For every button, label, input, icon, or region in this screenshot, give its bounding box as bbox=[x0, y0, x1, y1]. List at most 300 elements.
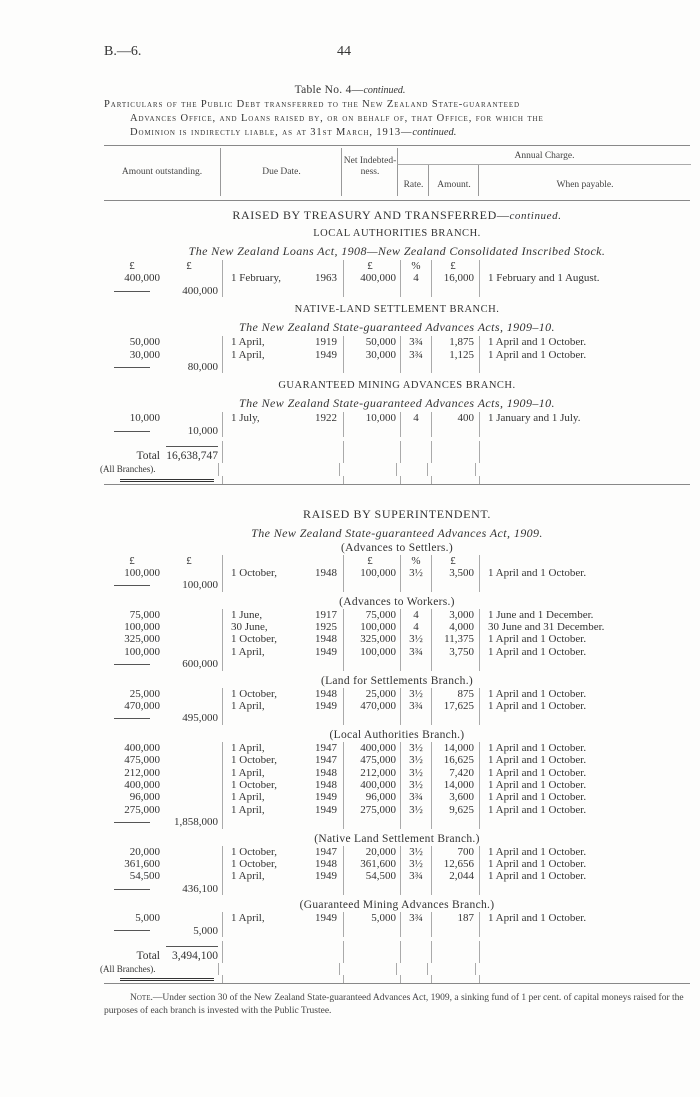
subtotal-dash bbox=[114, 718, 150, 719]
net-indebtedness bbox=[340, 463, 397, 475]
branch-subtotal bbox=[160, 700, 223, 712]
amount-outstanding bbox=[104, 441, 160, 449]
total-double-rule-row bbox=[104, 476, 690, 484]
annual-amount: 875 bbox=[432, 688, 480, 700]
branch-heading: (Guaranteed Mining Advances Branch.) bbox=[299, 899, 495, 912]
annual-amount bbox=[432, 712, 480, 724]
subtotal-dash bbox=[114, 431, 150, 432]
branch-heading: (Local Authorities Branch.) bbox=[329, 728, 465, 741]
due-date-day bbox=[223, 476, 301, 484]
due-date-day: 30 June, bbox=[231, 621, 268, 634]
due-date-day: 1 April, bbox=[231, 348, 265, 361]
annual-amount: 400 bbox=[432, 412, 480, 424]
annual-amount bbox=[432, 285, 480, 297]
branch-subtotal bbox=[160, 349, 223, 361]
total-rule bbox=[166, 946, 218, 947]
when-payable: 1 April and 1 October. bbox=[488, 791, 587, 804]
due-date-year: 1947 bbox=[301, 742, 344, 754]
branch-subtotal bbox=[160, 804, 223, 816]
due-date-day: 1 July, bbox=[231, 412, 260, 425]
table-title-continued: continued. bbox=[363, 85, 406, 96]
annual-amount: 3,000 bbox=[432, 609, 480, 621]
amount-outstanding: 5,000 bbox=[135, 912, 160, 925]
subtotal-dash bbox=[114, 291, 150, 292]
when-payable: 1 April and 1 October. bbox=[488, 912, 587, 925]
due-date-year bbox=[301, 816, 344, 828]
branch-subtotal: 3,494,100 bbox=[160, 949, 223, 963]
due-date-year: 1917 bbox=[301, 609, 344, 621]
subtotal-dash bbox=[114, 367, 150, 368]
branch-subtotal bbox=[160, 779, 223, 791]
units-row bbox=[104, 260, 690, 272]
total-double-rule bbox=[120, 978, 214, 981]
due-date-day: 1 October, bbox=[231, 633, 277, 646]
table-row bbox=[104, 567, 690, 579]
when-payable bbox=[480, 476, 488, 484]
subtotal-row bbox=[104, 658, 690, 670]
annual-amount bbox=[432, 449, 480, 463]
section-title-continued: continued. bbox=[509, 210, 562, 222]
table-row bbox=[104, 700, 690, 712]
when-payable: 1 February and 1 August. bbox=[488, 272, 600, 285]
rate: 3¾ bbox=[401, 791, 432, 803]
total-rule-row bbox=[104, 441, 690, 449]
due-date-day: 1 October, bbox=[231, 778, 277, 791]
branch-subtotal: 600,000 bbox=[160, 658, 223, 670]
annual-amount: 9,625 bbox=[432, 804, 480, 816]
branch-subtotal: 16,638,747 bbox=[160, 449, 223, 463]
when-payable bbox=[480, 441, 488, 449]
branch-subtotal: £ bbox=[160, 260, 223, 272]
when-payable: 1 April and 1 October. bbox=[488, 766, 587, 779]
amount-outstanding bbox=[104, 285, 160, 297]
when-payable: 1 April and 1 October. bbox=[488, 778, 587, 791]
description-continued: continued. bbox=[412, 127, 457, 138]
amount-outstanding: 400,000 bbox=[124, 741, 160, 754]
branch-subtotal bbox=[160, 272, 223, 284]
annual-amount bbox=[432, 925, 480, 937]
annual-amount bbox=[432, 361, 480, 373]
total-rule-row bbox=[104, 941, 690, 949]
branch-heading: LOCAL AUTHORITIES BRANCH. bbox=[313, 228, 481, 239]
amount-outstanding: £ bbox=[129, 260, 135, 272]
rate: 4 bbox=[401, 412, 432, 424]
rate: 3¾ bbox=[401, 870, 432, 882]
due-date-year bbox=[301, 449, 344, 463]
branch-subtotal bbox=[160, 941, 223, 949]
table-row bbox=[104, 754, 690, 766]
description-line: Advances Office, and Loans raised by, or on behalf of, that Office, for which the bbox=[130, 113, 544, 124]
amount-outstanding: 25,000 bbox=[129, 687, 160, 700]
net-indebtedness: 361,600 bbox=[344, 858, 401, 870]
rate bbox=[401, 579, 432, 591]
due-date-year bbox=[301, 658, 344, 670]
amount-outstanding bbox=[104, 883, 160, 895]
due-date-day bbox=[223, 361, 301, 373]
when-payable bbox=[480, 425, 488, 437]
amount-outstanding: (All Branches). bbox=[100, 963, 156, 974]
when-payable: 1 April and 1 October. bbox=[488, 687, 587, 700]
due-date-day: 1 April, bbox=[231, 766, 265, 779]
net-indebtedness: 100,000 bbox=[344, 646, 401, 658]
branch-subtotal: 100,000 bbox=[160, 579, 223, 591]
when-payable: 1 April and 1 October. bbox=[488, 336, 587, 349]
due-date-year: 1949 bbox=[301, 646, 344, 658]
rate: 3¾ bbox=[401, 912, 432, 924]
due-date-day bbox=[223, 260, 301, 272]
amount-outstanding: 50,000 bbox=[129, 336, 160, 349]
due-date-year bbox=[301, 925, 344, 937]
annual-amount: 14,000 bbox=[432, 779, 480, 791]
due-date-year: 1949 bbox=[301, 700, 344, 712]
branch-heading: GUARANTEED MINING ADVANCES BRANCH. bbox=[278, 380, 516, 392]
when-payable: 1 April and 1 October. bbox=[488, 754, 587, 767]
due-date-year bbox=[301, 361, 344, 373]
due-date-day: 1 April, bbox=[231, 803, 265, 816]
amount-outstanding: 361,600 bbox=[124, 857, 160, 870]
table-row bbox=[104, 870, 690, 882]
when-payable: 1 January and 1 July. bbox=[488, 412, 581, 425]
rate: 3½ bbox=[401, 858, 432, 870]
col-header-when-payable: When payable. bbox=[478, 165, 691, 196]
rate: 3½ bbox=[401, 633, 432, 645]
due-date-year: 1948 bbox=[301, 858, 344, 870]
due-date-day bbox=[223, 883, 301, 895]
net-indebtedness bbox=[344, 941, 401, 949]
due-date-day: 1 October, bbox=[231, 754, 277, 767]
table-row bbox=[104, 767, 690, 779]
annual-amount: 7,420 bbox=[432, 767, 480, 779]
rate: 4 bbox=[401, 272, 432, 284]
due-date-day: 1 October, bbox=[231, 566, 277, 579]
header-bottom-rule bbox=[104, 200, 690, 201]
net-indebtedness: 54,500 bbox=[344, 870, 401, 882]
table-row bbox=[104, 336, 690, 348]
rate bbox=[401, 425, 432, 437]
annual-amount bbox=[428, 963, 476, 975]
annual-amount: 4,000 bbox=[432, 621, 480, 633]
net-indebtedness: £ bbox=[344, 260, 401, 272]
due-date-day: 1 April, bbox=[231, 870, 265, 883]
rate: % bbox=[401, 555, 432, 567]
when-payable: 1 April and 1 October. bbox=[488, 857, 587, 870]
branch-subtotal bbox=[160, 463, 219, 475]
annual-amount: 187 bbox=[432, 912, 480, 924]
when-payable bbox=[480, 925, 488, 937]
annual-amount bbox=[432, 658, 480, 670]
net-indebtedness: £ bbox=[344, 555, 401, 567]
net-indebtedness: 100,000 bbox=[344, 621, 401, 633]
footnote-text: —Under section 30 of the New Zealand State-guaranteed Advances Act, 1909, a sinking fund of 1 per cent. of capital moneys raised for the purposes of each branch is invested with the Public Trustee. bbox=[104, 993, 684, 1016]
net-indebtedness bbox=[344, 449, 401, 463]
branch-subtotal bbox=[160, 754, 223, 766]
total-row bbox=[104, 449, 690, 463]
net-indebtedness: 5,000 bbox=[344, 912, 401, 924]
due-date-year: 1949 bbox=[301, 349, 344, 361]
branch-subtotal bbox=[160, 912, 223, 924]
page-number: 44 bbox=[337, 44, 351, 59]
when-payable: 1 April and 1 October. bbox=[488, 645, 587, 658]
due-date-day bbox=[219, 963, 297, 975]
net-indebtedness bbox=[344, 476, 401, 484]
annual-amount: £ bbox=[432, 555, 480, 567]
annual-amount: 2,044 bbox=[432, 870, 480, 882]
due-date-year bbox=[297, 963, 340, 975]
col-header-amount: Amount. bbox=[428, 165, 479, 196]
total-double-rule bbox=[120, 479, 214, 482]
section-title bbox=[104, 206, 690, 225]
due-date-day bbox=[223, 816, 301, 828]
section-act: The New Zealand State-guaranteed Advances Act, 1909. bbox=[251, 525, 543, 540]
amount-outstanding: 475,000 bbox=[124, 754, 160, 767]
subtotal-row bbox=[104, 361, 690, 373]
when-payable bbox=[476, 963, 484, 975]
rate: 3¾ bbox=[401, 349, 432, 361]
due-date-day: 1 February, bbox=[231, 272, 281, 285]
due-date-year: 1949 bbox=[301, 912, 344, 924]
when-payable bbox=[480, 949, 488, 963]
amount-outstanding bbox=[104, 925, 160, 937]
net-indebtedness bbox=[340, 963, 397, 975]
annual-amount bbox=[432, 579, 480, 591]
due-date-year bbox=[301, 949, 344, 963]
when-payable bbox=[480, 975, 488, 983]
net-indebtedness bbox=[344, 925, 401, 937]
due-date-day bbox=[223, 975, 301, 983]
due-date-day bbox=[223, 949, 301, 963]
net-indebtedness: 25,000 bbox=[344, 688, 401, 700]
amount-outstanding bbox=[104, 816, 160, 828]
rate bbox=[401, 361, 432, 373]
annual-amount: 3,500 bbox=[432, 567, 480, 579]
annual-amount: 14,000 bbox=[432, 742, 480, 754]
due-date-day bbox=[223, 712, 301, 724]
annual-amount bbox=[432, 441, 480, 449]
rate: 3½ bbox=[401, 779, 432, 791]
when-payable: 1 April and 1 October. bbox=[488, 870, 587, 883]
section-end-rule bbox=[104, 983, 690, 984]
rate bbox=[397, 463, 428, 475]
net-indebtedness: 475,000 bbox=[344, 754, 401, 766]
due-date-day bbox=[223, 941, 301, 949]
amount-outstanding bbox=[104, 361, 160, 373]
branch-heading: (Advances to Workers.) bbox=[339, 595, 455, 608]
when-payable: 1 April and 1 October. bbox=[488, 741, 587, 754]
total-double-rule-row bbox=[104, 975, 690, 983]
branch-subtotal bbox=[160, 633, 223, 645]
due-date-day: 1 April, bbox=[231, 741, 265, 754]
due-date-year bbox=[301, 285, 344, 297]
amount-outstanding: 325,000 bbox=[124, 633, 160, 646]
branch-subtotal bbox=[160, 870, 223, 882]
amount-outstanding: 10,000 bbox=[129, 412, 160, 425]
branch-subtotal: 10,000 bbox=[160, 425, 223, 437]
branch-heading: (Native Land Settlement Branch.) bbox=[314, 832, 480, 845]
annual-amount bbox=[432, 476, 480, 484]
branch-subtotal bbox=[160, 621, 223, 633]
rate bbox=[401, 949, 432, 963]
amount-outstanding: (All Branches). bbox=[100, 464, 156, 475]
net-indebtedness bbox=[344, 816, 401, 828]
net-indebtedness: 400,000 bbox=[344, 272, 401, 284]
table-row bbox=[104, 688, 690, 700]
when-payable bbox=[480, 658, 488, 670]
table-row bbox=[104, 621, 690, 633]
table-row bbox=[104, 272, 690, 284]
when-payable bbox=[480, 260, 488, 272]
branch-subtotal bbox=[160, 476, 223, 484]
subtotal-dash bbox=[114, 585, 150, 586]
rate: 4 bbox=[401, 609, 432, 621]
amount-outstanding: 212,000 bbox=[124, 766, 160, 779]
net-indebtedness: 75,000 bbox=[344, 609, 401, 621]
annual-amount: 3,750 bbox=[432, 646, 480, 658]
annual-amount: 16,625 bbox=[432, 754, 480, 766]
branch-act: The New Zealand Loans Act, 1908—New Zealand Consolidated Inscribed Stock. bbox=[188, 244, 606, 258]
section-title-text: RAISED BY TREASURY AND TRANSFERRED— bbox=[232, 208, 510, 222]
due-date-year bbox=[301, 555, 344, 567]
subtotal-dash bbox=[114, 889, 150, 890]
net-indebtedness: 100,000 bbox=[344, 567, 401, 579]
branch-act: The New Zealand State-guaranteed Advances Acts, 1909–10. bbox=[239, 396, 555, 411]
annual-amount: 12,656 bbox=[432, 858, 480, 870]
annual-amount: 11,375 bbox=[432, 633, 480, 645]
when-payable: 1 April and 1 October. bbox=[488, 566, 587, 579]
table-row bbox=[104, 742, 690, 754]
amount-outstanding: Total bbox=[136, 949, 160, 962]
due-date-year: 1963 bbox=[301, 272, 344, 284]
due-date-day: 1 April, bbox=[231, 912, 265, 925]
table-row bbox=[104, 791, 690, 803]
due-date-year: 1948 bbox=[301, 779, 344, 791]
table-row bbox=[104, 846, 690, 858]
total-rule bbox=[166, 446, 218, 447]
annual-amount: 700 bbox=[432, 846, 480, 858]
rate: 3½ bbox=[401, 846, 432, 858]
annual-amount bbox=[432, 816, 480, 828]
table-row bbox=[104, 646, 690, 658]
when-payable bbox=[480, 816, 488, 828]
net-indebtedness: 10,000 bbox=[344, 412, 401, 424]
branch-subtotal bbox=[160, 963, 219, 975]
branch-subtotal bbox=[160, 609, 223, 621]
units-row bbox=[104, 555, 690, 567]
branch-heading: (Land for Settlements Branch.) bbox=[320, 674, 474, 687]
due-date-day: 1 April, bbox=[231, 700, 265, 713]
amount-outstanding: 96,000 bbox=[129, 791, 160, 804]
when-payable: 1 April and 1 October. bbox=[488, 633, 587, 646]
when-payable bbox=[480, 449, 488, 463]
annual-amount bbox=[432, 883, 480, 895]
footnote bbox=[104, 992, 690, 1018]
due-date-year bbox=[297, 463, 340, 475]
due-date-year: 1949 bbox=[301, 791, 344, 803]
due-date-year bbox=[301, 476, 344, 484]
net-indebtedness: 400,000 bbox=[344, 742, 401, 754]
subtotal-dash bbox=[114, 822, 150, 823]
amount-outstanding: 20,000 bbox=[129, 845, 160, 858]
amount-outstanding bbox=[104, 658, 160, 670]
when-payable bbox=[480, 361, 488, 373]
rate bbox=[401, 975, 432, 983]
due-date-year: 1947 bbox=[301, 754, 344, 766]
due-date-day: 1 October, bbox=[231, 857, 277, 870]
rate bbox=[401, 658, 432, 670]
annual-amount: 1,125 bbox=[432, 349, 480, 361]
due-date-day bbox=[223, 425, 301, 437]
annual-amount: 1,875 bbox=[432, 336, 480, 348]
subtotal-row bbox=[104, 816, 690, 828]
branch-act: The New Zealand State-guaranteed Advances Acts, 1909–10. bbox=[239, 320, 555, 335]
net-indebtedness bbox=[344, 949, 401, 963]
when-payable: 1 April and 1 October. bbox=[488, 803, 587, 816]
section-title bbox=[104, 505, 690, 524]
due-date-year: 1949 bbox=[301, 870, 344, 882]
branch-subtotal bbox=[160, 742, 223, 754]
rate bbox=[401, 712, 432, 724]
annual-amount bbox=[432, 949, 480, 963]
due-date-year bbox=[301, 425, 344, 437]
table-row bbox=[104, 779, 690, 791]
col-header-due-date: Due Date. bbox=[220, 148, 342, 196]
annual-amount bbox=[432, 975, 480, 983]
subtotal-row bbox=[104, 712, 690, 724]
due-date-day bbox=[219, 463, 297, 475]
due-date-day: 1 April, bbox=[231, 336, 265, 349]
branch-subtotal bbox=[160, 336, 223, 348]
annual-amount bbox=[432, 941, 480, 949]
branch-subtotal: 80,000 bbox=[160, 361, 223, 373]
due-date-year bbox=[301, 579, 344, 591]
table-row bbox=[104, 412, 690, 424]
net-indebtedness bbox=[344, 975, 401, 983]
rate: 3¾ bbox=[401, 700, 432, 712]
table-row bbox=[104, 633, 690, 645]
annual-amount: 17,625 bbox=[432, 700, 480, 712]
rate bbox=[401, 476, 432, 484]
due-date-year: 1922 bbox=[301, 412, 344, 424]
when-payable bbox=[480, 712, 488, 724]
net-indebtedness: 50,000 bbox=[344, 336, 401, 348]
amount-outstanding bbox=[104, 941, 160, 949]
subtotal-row bbox=[104, 425, 690, 437]
due-date-year: 1947 bbox=[301, 846, 344, 858]
branch-subtotal bbox=[160, 441, 223, 449]
amount-outstanding: 400,000 bbox=[124, 778, 160, 791]
due-date-year: 1919 bbox=[301, 336, 344, 348]
when-payable bbox=[480, 555, 488, 567]
branch-subtotal bbox=[160, 567, 223, 579]
branch-subtotal: 400,000 bbox=[160, 285, 223, 297]
net-indebtedness: 470,000 bbox=[344, 700, 401, 712]
subtotal-dash bbox=[114, 664, 150, 665]
amount-outstanding: 30,000 bbox=[129, 348, 160, 361]
amount-outstanding: 75,000 bbox=[129, 608, 160, 621]
rate bbox=[401, 816, 432, 828]
due-date-year bbox=[301, 941, 344, 949]
when-payable bbox=[480, 941, 488, 949]
due-date-year bbox=[301, 712, 344, 724]
col-header-amount-outstanding: Amount outstanding. bbox=[121, 167, 203, 177]
rate: 3¾ bbox=[401, 646, 432, 658]
amount-outstanding: Total bbox=[136, 450, 160, 463]
due-date-year: 1925 bbox=[301, 621, 344, 633]
branch-subtotal: £ bbox=[160, 555, 223, 567]
branch-subtotal bbox=[160, 975, 223, 983]
net-indebtedness: 30,000 bbox=[344, 349, 401, 361]
net-indebtedness bbox=[344, 285, 401, 297]
due-date-day bbox=[223, 658, 301, 670]
